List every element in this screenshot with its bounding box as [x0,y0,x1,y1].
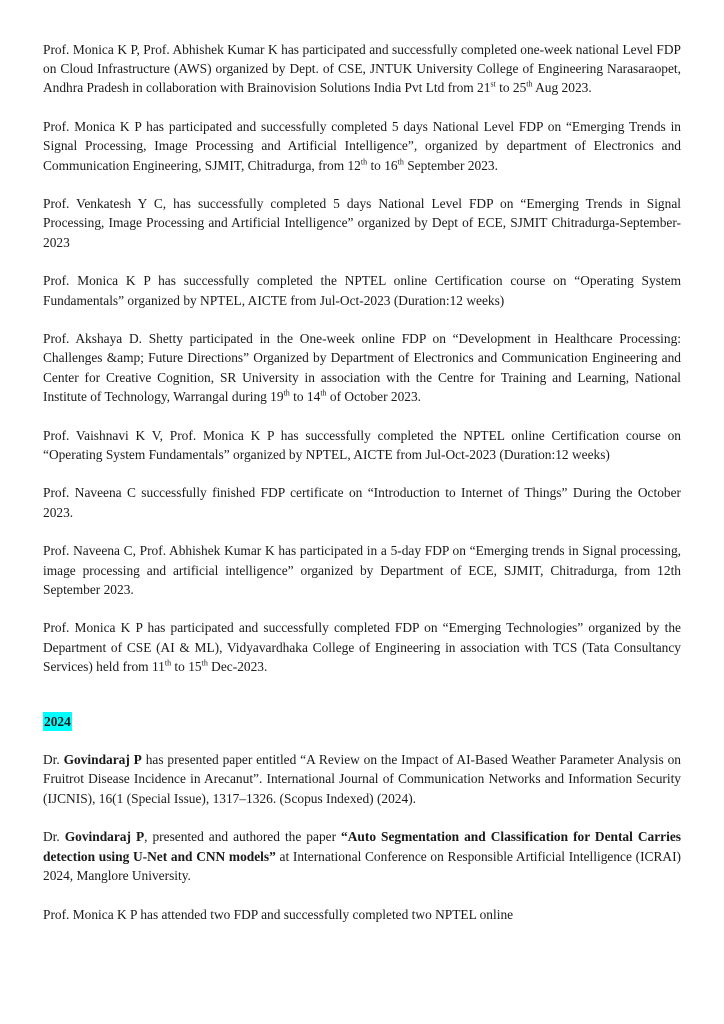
entry-text: has presented paper entitled “A Review on the Impact of AI-Based Weather Parameter Analysis on Fruitrot Disease Incidence in Arecanut”. International Journal of Communication Networks and Information Security (IJCNIS), 16(1 (Special Issue), 1317–1326. (Scopus Indexed) (2024). [43,752,681,806]
entry-2023-6: Prof. Vaishnavi K V, Prof. Monica K P has successfully completed the NPTEL online Certification course on “Operating System Fundamentals” organized by NPTEL, AICTE from Jul-Oct-2023 (Duration:12 weeks) [43,427,681,462]
entry-2024-2 [43,827,681,885]
superscript: st [490,79,496,89]
entry-2023-9 [43,618,681,676]
superscript: th [526,79,533,89]
superscript: th [360,157,368,167]
entry-text: Prof. Monica K P has participated and successfully completed 5 days National Level FDP on “Emerging Trends in Signal Processing, Image Processing and Artificial Intelligence”, organized by department of Electronics and Communication Engineering, SJMIT, Chitradurga, from 12 [43,119,681,173]
entry-text: Prof. Monica K P, Prof. Abhishek Kumar K has participated and successfully completed one-week national Level FDP on Cloud Infrastructure (AWS) organized by Dept. of CSE, JNTUK University College of Engineering Narasaraopet, Andhra Pradesh in collaboration with Brainovision Solutions India Pvt Ltd from 21 [43,42,681,96]
entry-text: Prof. Akshaya D. Shetty participated in the One-week online FDP on “Development in Healthcare Processing: Challenges &amp; Future Directions” Organized by Department of Electronics and Communication Engineering and Center for Creative Cognition, SR University in association with the Centre for Training and Learning, National Institute of Technology, Warrangal during 19 [43,331,681,404]
entry-2023-3: Prof. Venkatesh Y C, has successfully completed 5 days National Level FDP on “Emerging Trends in Signal Processing, Image Processing and Artificial Intelligence” organized by Dept of ECE, SJMIT Chitradurga-September-2023 [43,196,681,250]
entry-2024-1 [43,750,681,808]
year-heading-2024: 2024 [43,712,72,731]
entry-2023-5 [43,329,681,406]
entry-text: , presented and authored the paper [144,829,342,845]
entry-text: Dec-2023. [207,658,268,674]
entry-text: to 25 [495,80,527,96]
entry-2024-3: Prof. Monica K P has attended two FDP and successfully completed two NPTEL online [43,906,514,922]
entry-text: to 15 [171,658,202,674]
superscript: th [201,658,208,668]
entry-2023-4: Prof. Monica K P has successfully completed the NPTEL online Certification course on “Operating System Fundamentals” organized by NPTEL, AICTE from Jul-Oct-2023 (Duration:12 weeks) [43,273,681,308]
document-page [43,40,681,943]
author-name: Govindaraj P [64,829,145,845]
entry-text: at International Conference on Responsible Artificial Intelligence (ICRAI) 2024, Manglore University. [43,848,681,883]
entry-text: to 16 [367,157,398,173]
entry-2023-2 [43,117,681,175]
superscript: th [164,658,172,668]
entry-2023-1 [43,40,681,98]
entry-text: Aug 2023. [532,80,592,96]
entry-text: Dr. [43,829,65,845]
paper-title: “Auto Segmentation and Classification for Dental Carries detection using U-Net and CNN models” [43,829,681,864]
entry-text: to 14 [289,388,321,404]
superscript: th [320,388,327,398]
entry-2023-8: Prof. Naveena C, Prof. Abhishek Kumar K has participated in a 5-day FDP on “Emerging trends in Signal processing, image processing and artificial intelligence” organized by Department of ECE, SJMIT, Chitradurga, from 12th September 2023. [43,543,681,597]
entry-text: Prof. Monica K P has participated and successfully completed FDP on “Emerging Technologies” organized by the Department of CSE (AI & ML), Vidyavardhaka College of Engineering in association with TCS (Tata Consultancy Services) held from 11 [43,620,681,674]
author-name: Govindaraj P [63,752,142,768]
entry-text: Dr. [43,752,64,768]
superscript: th [397,157,404,167]
superscript: th [283,388,290,398]
entry-2023-7: Prof. Naveena C successfully finished FDP certificate on “Introduction to Internet of Things” During the October 2023. [43,485,681,520]
entry-text: of October 2023. [326,388,422,404]
entry-text: September 2023. [403,157,498,173]
